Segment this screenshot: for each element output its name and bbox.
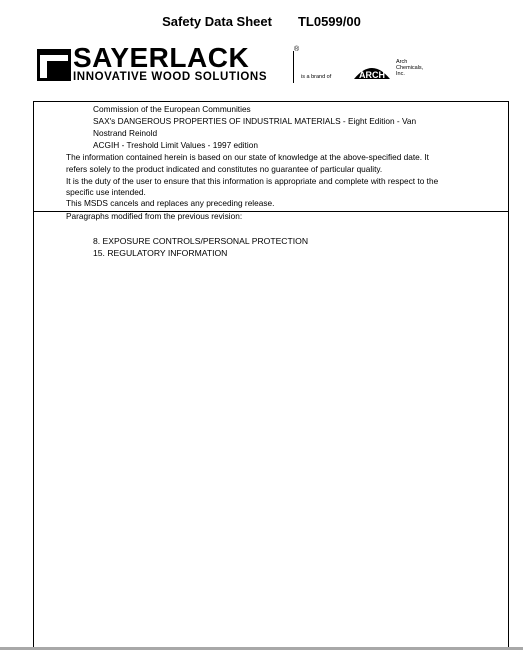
reference-line: Commission of the European Communities <box>93 104 251 114</box>
reference-line: SAX's DANGEROUS PROPERTIES OF INDUSTRIAL MATERIALS - Eight Edition - Van <box>93 116 417 126</box>
arch-company-line: Arch <box>396 59 408 65</box>
arch-logo-text: ARCH <box>359 70 385 80</box>
arch-logo-icon <box>352 61 392 81</box>
disclaimer-line: The information contained herein is based on our state of knowledge at the above-specified date. It <box>66 152 429 162</box>
brand-of-text: is a brand of <box>301 74 332 80</box>
sayerlack-logo <box>37 42 477 87</box>
revision-item: 15. REGULATORY INFORMATION <box>93 248 228 258</box>
disclaimer-line: It is the duty of the user to ensure that this information is appropriate and complete with respect to the <box>66 176 439 186</box>
doc-title-text: Safety Data Sheet <box>162 14 272 29</box>
brand-tagline: INNOVATIVE WOOD SOLUTIONS <box>73 71 268 83</box>
arch-company-line: Inc. <box>396 71 405 77</box>
sayerlack-mark-icon <box>37 49 71 81</box>
disclaimer-line: refers solely to the product indicated and constitutes no guarantee of particular quality. <box>66 164 383 174</box>
disclaimer-line: This MSDS cancels and replaces any preceding release. <box>66 198 275 208</box>
disclaimer-line: specific use intended. <box>66 187 146 197</box>
registered-mark: ® <box>294 46 300 53</box>
reference-line: Nostrand Reinold <box>93 128 158 138</box>
revision-item: 8. EXPOSURE CONTROLS/PERSONAL PROTECTION <box>93 236 309 246</box>
logo-separator <box>293 51 294 83</box>
revision-heading: Paragraphs modified from the previous revision: <box>66 211 243 221</box>
arch-company-line: Chemicals, <box>396 65 424 71</box>
arch-company-name <box>396 59 423 77</box>
reference-line: ACGIH - Treshold Limit Values - 1997 edition <box>93 140 258 150</box>
document-title <box>0 14 523 29</box>
brand-name: SAYERLACK <box>73 42 250 73</box>
doc-code: TL0599/00 <box>297 14 361 29</box>
